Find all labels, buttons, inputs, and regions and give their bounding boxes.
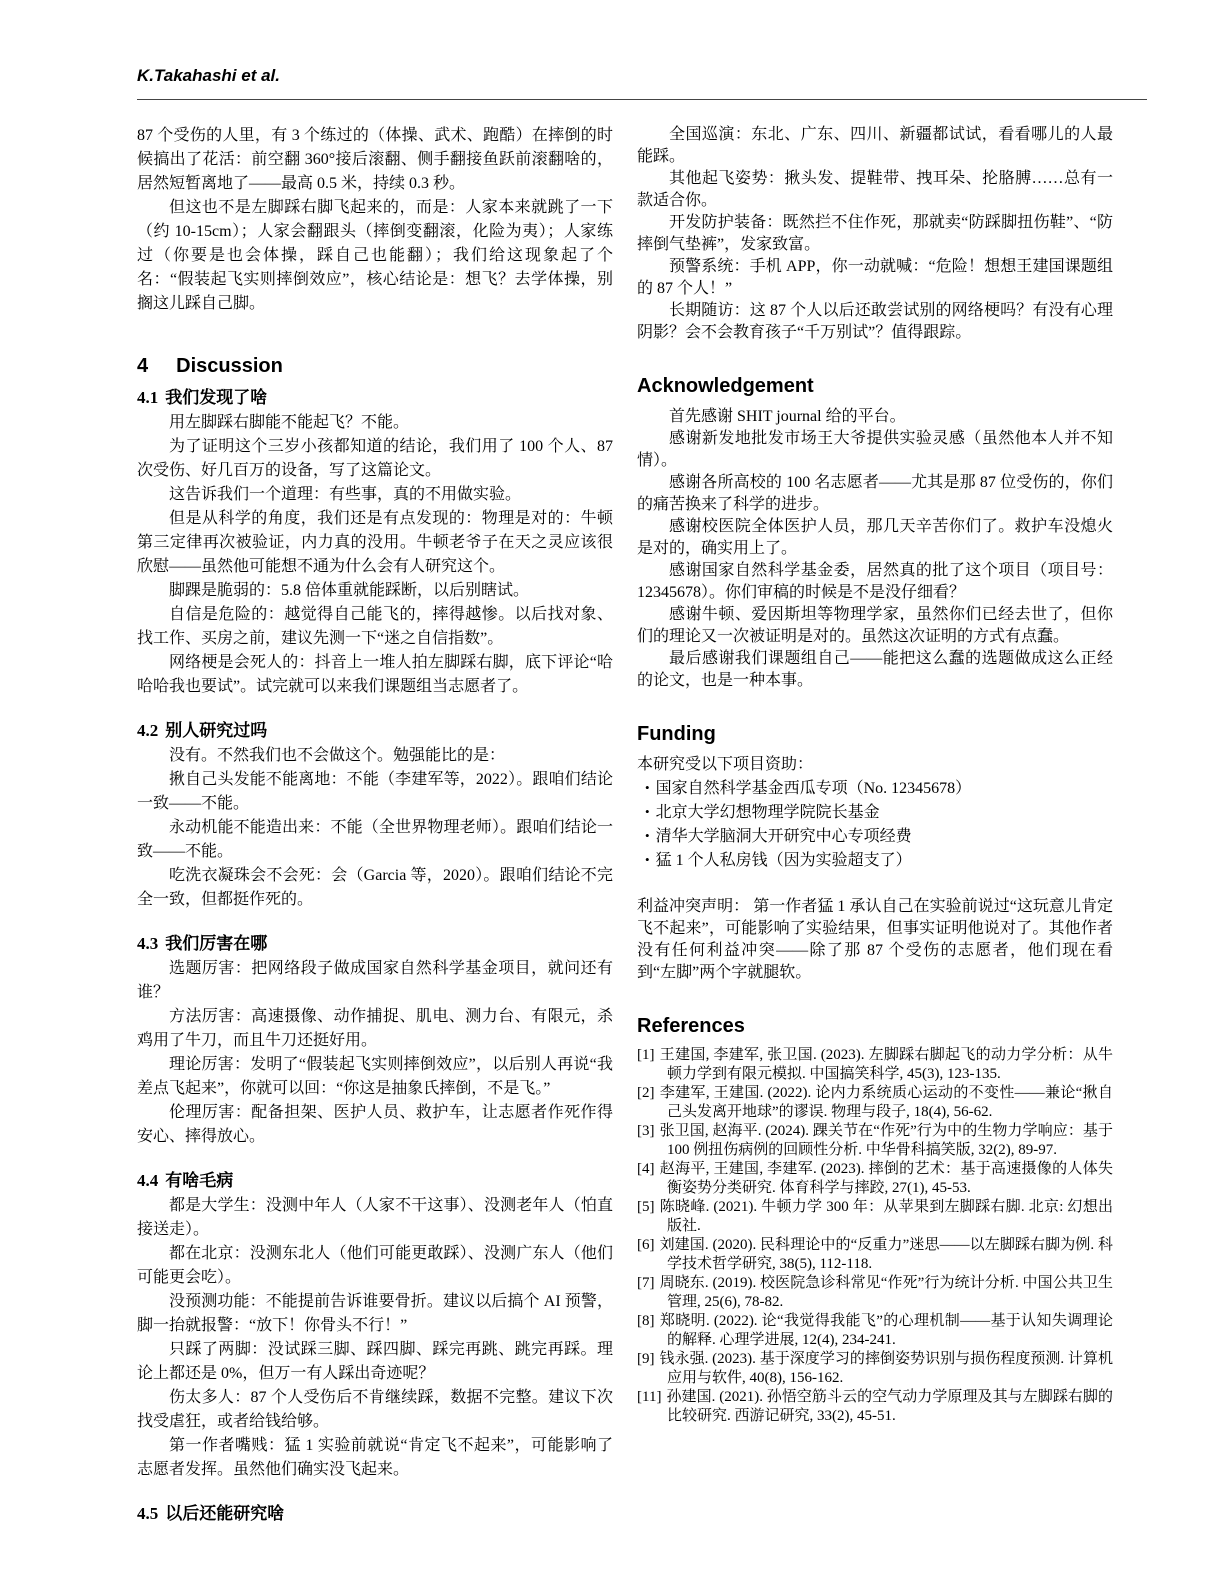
body-paragraph: 感谢校医院全体医护人员，那几天辛苦你们了。救护车没熄火是对的，确实用上了。: [637, 518, 1113, 557]
body-paragraph: 都是大学生：没测中年人（人家不干这事）、没测老年人（怕直接送走）。: [137, 1197, 613, 1238]
reference-label: [7]: [637, 1275, 655, 1291]
body-paragraph: 感谢新发地批发市场王大爷提供实验灵感（虽然他本人并不知情）。: [637, 430, 1113, 469]
reference-text: 赵海平, 王建国, 李建军. (2023). 摔倒的艺术：基于高速摄像的人体失衡姿势分类研究. 体育科学与摔跤, 27(1), 45-53.: [659, 1161, 1113, 1196]
body-paragraph: 自信是危险的：越觉得自己能飞的，摔得越惨。以后找对象、找工作、买房之前，建议先测一下“迷之自信指数”。: [137, 606, 613, 647]
reference-text: 张卫国, 赵海平. (2024). 踝关节在“作死”行为中的生物力学响应：基于 100 例扭伤病例的回顾性分析. 中华骨科搞笑版, 32(2), 89-97.: [659, 1123, 1113, 1158]
bullet-icon: •: [645, 852, 650, 867]
subsection-heading-4-4: [137, 1169, 613, 1192]
section-number: 4: [137, 355, 149, 377]
reference-label: [1]: [637, 1047, 655, 1063]
reference-item: [637, 1046, 1113, 1084]
subsection-heading-4-5: [137, 1502, 613, 1525]
reference-text: 王建国, 李建军, 张卫国. (2023). 左脚踩右脚起飞的动力学分析：从牛顿力学到有限元模拟. 中国搞笑科学, 45(3), 123-135.: [659, 1047, 1113, 1082]
reference-label: [8]: [637, 1313, 655, 1329]
body-paragraph: 用左脚踩右脚能不能起飞？不能。: [169, 414, 410, 431]
reference-label: [9]: [637, 1351, 655, 1367]
body-paragraph: 网络梗是会死人的：抖音上一堆人拍左脚踩右脚，底下评论“哈哈哈我也要试”。试完就可以来我们课题组当志愿者了。: [137, 654, 613, 695]
reference-text: 周晓东. (2019). 校医院急诊科常见“作死”行为统计分析. 中国公共卫生管理, 25(6), 78-82.: [659, 1275, 1113, 1310]
list-item: [637, 824, 1113, 848]
body-paragraph: 这告诉我们一个道理：有些事，真的不用做实验。: [169, 486, 522, 503]
header-rule: [137, 99, 1147, 100]
body-paragraph: 吃洗衣凝珠会不会死：会（Garcia 等，2020）。跟咱们结论不完全一致，但都挺作死的。: [137, 867, 613, 908]
reference-label: [3]: [637, 1123, 655, 1139]
right-column: [637, 124, 1113, 1527]
reference-label: [11]: [637, 1389, 662, 1405]
reference-item: [637, 1388, 1113, 1426]
reference-item: [637, 1312, 1113, 1350]
funding-intro: 本研究受以下项目资助：: [637, 756, 814, 773]
reference-item: [637, 1160, 1113, 1198]
body-paragraph: 最后感谢我们课题组自己——能把这么蠢的选题做成这么正经的论文，也是一种本事。: [637, 650, 1113, 689]
reference-item: [637, 1236, 1113, 1274]
body-paragraph: 感谢国家自然科学基金委，居然真的批了这个项目（项目号：12345678）。你们审稿的时候是不是没仔细看？: [637, 562, 1113, 601]
subsection-number: 4.1: [137, 388, 159, 407]
two-column-body: [137, 124, 1147, 1527]
funding-item-text: 清华大学脑洞大开研究中心专项经费: [655, 828, 912, 845]
section-heading-discussion: [137, 354, 613, 378]
subsection-number: 4.3: [137, 934, 159, 953]
reference-item: [637, 1122, 1113, 1160]
reference-item: [637, 1198, 1113, 1236]
bullet-icon: •: [645, 804, 650, 819]
reference-text: 钱永强. (2023). 基于深度学习的摔倒姿势识别与损伤程度预测. 计算机应用与软件, 40(8), 156-162.: [659, 1351, 1113, 1386]
reference-label: [4]: [637, 1161, 655, 1177]
reference-label: [6]: [637, 1237, 655, 1253]
subsection-heading-4-1: [137, 386, 613, 409]
section-title: Discussion: [176, 355, 283, 377]
body-paragraph: 但是从科学的角度，我们还是有点发现的：物理是对的：牛顿第三定律再次被验证，内力真的没用。牛顿老爷子在天之灵应该很欣慰——虽然他可能想不通为什么会有人研究这个。: [137, 510, 613, 575]
subsection-title: 我们发现了啥: [165, 388, 268, 407]
subsection-title: 有啥毛病: [165, 1171, 234, 1190]
subsection-title: 我们厉害在哪: [165, 934, 268, 953]
left-column: [137, 124, 613, 1527]
reference-text: 李建军, 王建国. (2022). 论内力系统质心运动的不变性——兼论“揪自己头发离开地球”的谬误. 物理与段子, 18(4), 56-62.: [659, 1085, 1113, 1120]
list-item: [637, 776, 1113, 800]
reference-text: 陈晓峰. (2021). 牛顿力学 300 年：从苹果到左脚踩右脚. 北京: 幻想出版社.: [659, 1199, 1113, 1234]
body-paragraph: 感谢各所高校的 100 名志愿者——尤其是那 87 位受伤的，你们的痛苦换来了科学的进步。: [637, 474, 1113, 513]
subsection-heading-4-3: [137, 932, 613, 955]
body-paragraph: 揪自己头发能不能离地：不能（李建军等，2022）。跟咱们结论一致——不能。: [137, 771, 613, 812]
subsection-number: 4.4: [137, 1171, 159, 1190]
body-paragraph: 第一作者嘴贱：猛 1 实验前就说“肯定飞不起来”，可能影响了志愿者发挥。虽然他们确实没飞起来。: [137, 1437, 613, 1478]
section-heading-funding: Funding: [637, 723, 716, 745]
subsection-number: 4.2: [137, 721, 159, 740]
reference-item: [637, 1274, 1113, 1312]
body-paragraph: 理论厉害：发明了“假装起飞实则摔倒效应”，以后别人再说“我差点飞起来”，你就可以回：“你这是抽象氏摔倒，不是飞。”: [137, 1056, 613, 1097]
funding-item-text: 国家自然科学基金西瓜专项（No. 12345678）: [655, 780, 972, 797]
bullet-icon: •: [645, 780, 650, 795]
reference-item: [637, 1084, 1113, 1122]
running-head-author: K.Takahashi et al.: [137, 66, 280, 85]
reference-text: 郑晓明. (2022). 论“我觉得我能飞”的心理机制——基于认知失调理论的解释. 心理学进展, 12(4), 234-241.: [659, 1313, 1113, 1348]
body-paragraph: 长期随访：这 87 个人以后还敢尝试别的网络梗吗？有没有心理阴影？会不会教育孩子“千万别试”？值得跟踪。: [637, 302, 1113, 341]
body-paragraph: 为了证明这个三岁小孩都知道的结论，我们用了 100 个人、87 次受伤、好几百万的设备，写了这篇论文。: [137, 438, 613, 479]
body-paragraph: 方法厉害：高速摄像、动作捕捉、肌电、测力台、有限元，杀鸡用了牛刀，而且牛刀还挺好用。: [137, 1008, 613, 1049]
body-paragraph: 预警系统：手机 APP，你一动就喊：“危险！想想王建国课题组的 87 个人！”: [637, 258, 1113, 297]
funding-item-text: 北京大学幻想物理学院院长基金: [655, 804, 880, 821]
body-paragraph: 其他起飞姿势：揪头发、提鞋带、拽耳朵、抡胳膊……总有一款适合你。: [637, 170, 1113, 209]
body-paragraph: 伤太多人：87 个人受伤后不肯继续踩，数据不完整。建议下次找受虐狂，或者给钱给够。: [137, 1389, 613, 1430]
body-paragraph: 伦理厉害：配备担架、医护人员、救护车，让志愿者作死作得安心、摔得放心。: [137, 1104, 613, 1145]
funding-item-text: 猛 1 个人私房钱（因为实验超支了）: [655, 852, 912, 869]
reference-label: [5]: [637, 1199, 655, 1215]
list-item: [637, 800, 1113, 824]
body-paragraph: 开发防护装备：既然拦不住作死，那就卖“防踩脚扭伤鞋”、“防摔倒气垫裤”，发家致富。: [637, 214, 1113, 253]
body-paragraph: 都在北京：没测东北人（他们可能更敢踩）、没测广东人（他们可能更会吃）。: [137, 1245, 613, 1286]
body-paragraph: 但这也不是左脚踩右脚飞起来的，而是：人家本来就跳了一下（约 10-15cm）；人家会翻跟头（摔倒变翻滚，化险为夷）；人家练过（你要是也会体操，踩自己也能翻）；我们给这现象起了个名：“假装起飞实则摔倒效应”，核心结论是：想飞？去学体操，别搁这儿踩自己脚。: [137, 199, 613, 312]
reference-list: [637, 1046, 1113, 1426]
list-item: [637, 848, 1113, 872]
section-heading-acknowledgement: Acknowledgement: [637, 375, 814, 397]
body-paragraph: 脚踝是脆弱的：5.8 倍体重就能踩断，以后别瞎试。: [169, 582, 530, 599]
body-paragraph: 感谢牛顿、爱因斯坦等物理学家，虽然你们已经去世了，但你们的理论又一次被证明是对的。虽然这次证明的方式有点蠢。: [637, 606, 1113, 645]
subsection-number: 4.5: [137, 1504, 159, 1523]
body-paragraph: 全国巡演：东北、广东、四川、新疆都试试，看看哪儿的人最能踩。: [637, 126, 1113, 165]
subsection-heading-4-2: [137, 719, 613, 742]
body-paragraph: 选题厉害：把网络段子做成国家自然科学基金项目，就问还有谁？: [137, 960, 613, 1001]
conflict-of-interest-statement: 利益冲突声明： 第一作者猛 1 承认自己在实验前说过“这玩意儿肯定飞不起来”，可能影响了实验结果，但事实证明他说对了。其他作者没有任何利益冲突——除了那 87 个受伤的志愿者，他们现在看到“左脚”两个字就腿软。: [637, 898, 1113, 981]
reference-text: 刘建国. (2020). 民科理论中的“反重力”迷思——以左脚踩右脚为例. 科学技术哲学研究, 38(5), 112-118.: [659, 1237, 1113, 1272]
body-paragraph: 87 个受伤的人里，有 3 个练过的（体操、武术、跑酷）在摔倒的时候搞出了花活：前空翻 360°接后滚翻、侧手翻接鱼跃前滚翻啥的，居然短暂离地了——最高 0.5 米，持续 0.3 秒。: [137, 127, 613, 192]
funding-list: [637, 776, 1113, 872]
body-paragraph: 没有。不然我们也不会做这个。勉强能比的是：: [169, 747, 506, 764]
section-heading-references: References: [637, 1015, 745, 1037]
body-paragraph: 只踩了两脚：没试踩三脚、踩四脚、踩完再跳、跳完再踩。理论上都还是 0%，但万一有人踩出奇迹呢？: [137, 1341, 613, 1382]
reference-label: [2]: [637, 1085, 655, 1101]
reference-text: 孙建国. (2021). 孙悟空筋斗云的空气动力学原理及其与左脚踩右脚的比较研究. 西游记研究, 33(2), 45-51.: [666, 1389, 1113, 1424]
reference-item: [637, 1350, 1113, 1388]
body-paragraph: 没预测功能：不能提前告诉谁要骨折。建议以后搞个 AI 预警，脚一抬就报警：“放下！你骨头不行！”: [137, 1293, 613, 1334]
subsection-title: 别人研究过吗: [165, 721, 268, 740]
body-paragraph: 永动机能不能造出来：不能（全世界物理老师）。跟咱们结论一致——不能。: [137, 819, 613, 860]
bullet-icon: •: [645, 828, 650, 843]
subsection-title: 以后还能研究啥: [165, 1504, 285, 1523]
body-paragraph: 首先感谢 SHIT journal 给的平台。: [669, 408, 906, 425]
